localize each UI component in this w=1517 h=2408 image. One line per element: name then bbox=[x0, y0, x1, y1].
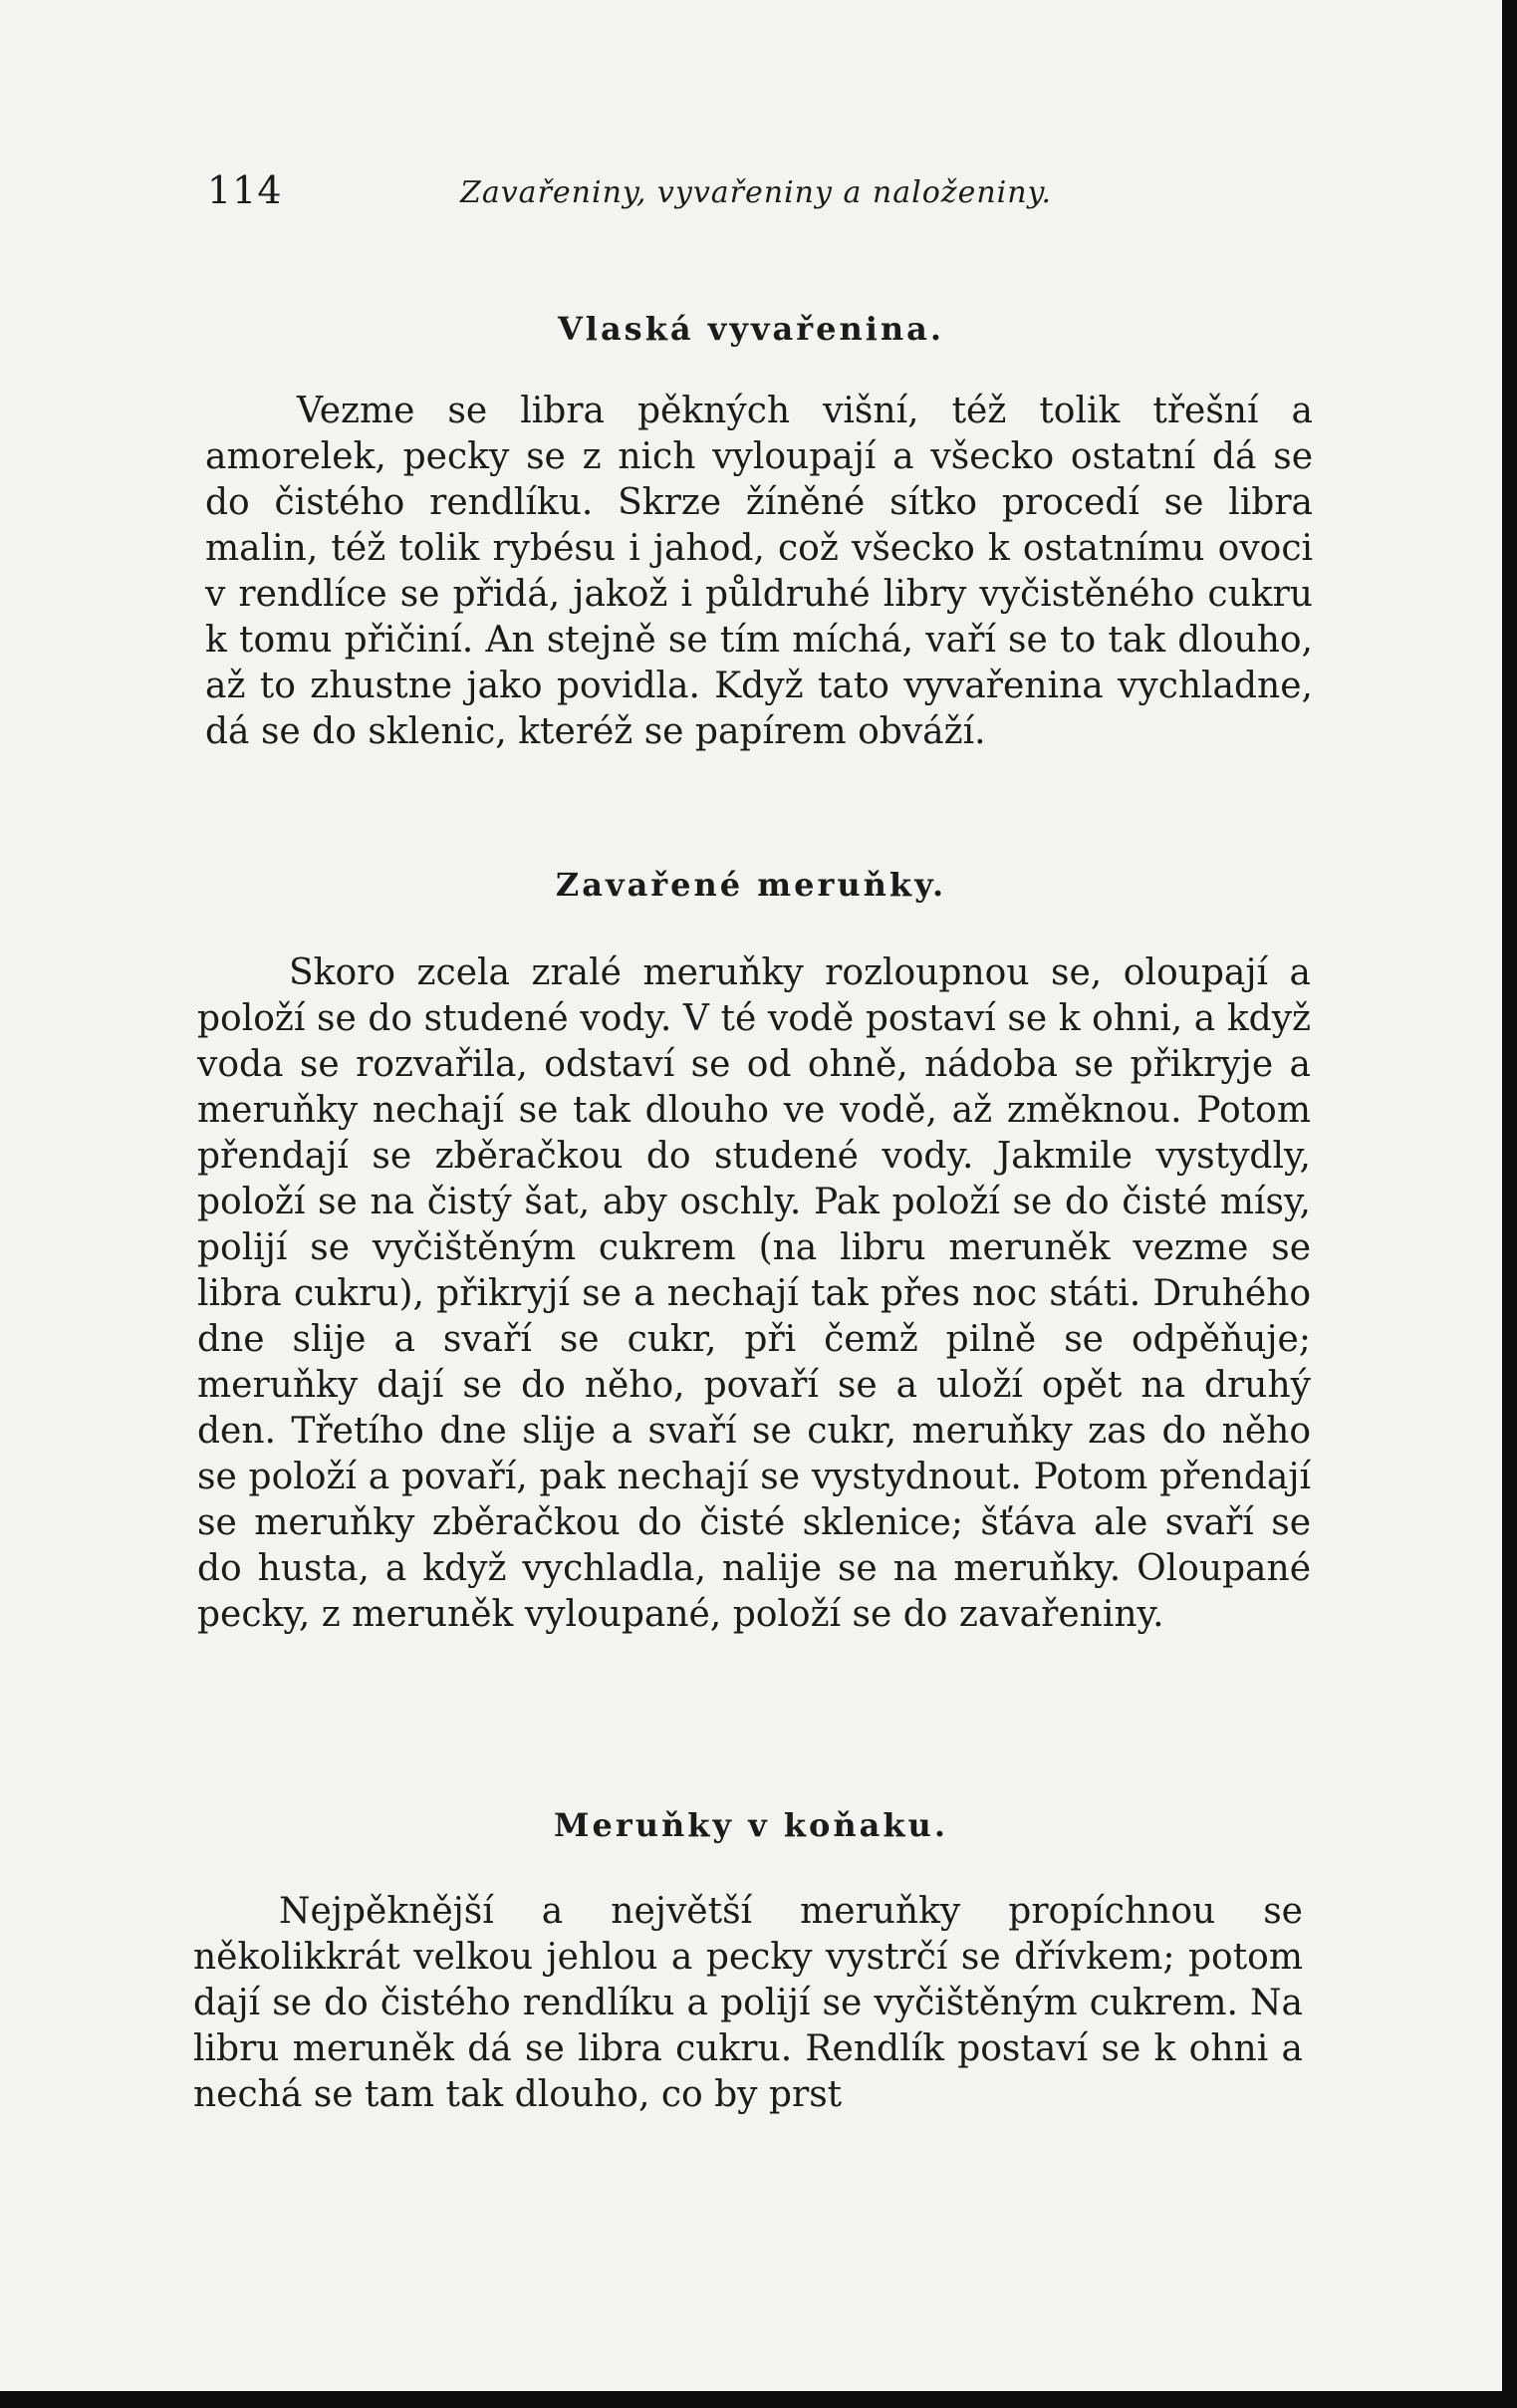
scan-right-border bbox=[1502, 0, 1517, 2408]
section-title-vlaska-vyvarenina: Vlaská vyvařenina. bbox=[557, 310, 945, 348]
section-title-zavarene-merunky: Zavařené meruňky. bbox=[555, 866, 947, 904]
page-number: 114 bbox=[207, 168, 283, 212]
scan-top-margin bbox=[0, 0, 1517, 10]
section-body-vlaska-vyvarenina: Vezme se libra pěkných višní, též tolik třešní a amorelek, pecky se z nich vyloupají a všecko ostatní dá se do čistého rendlíku. Skrze žíněné sítko procedí se libra malin, též tolik rybésu i jahod, což všecko k ostatnímu ovoci v rendlíce se přidá, jakož i půldruhé libry vyčistěného cukru k tomu přičiní. An stejně se tím míchá, vaří se to tak dlouho, až to zhustne jako povidla. Když tato vyvařenina vychladne, dá se do sklenic, kteréž se papírem obváží. bbox=[205, 391, 1313, 752]
section-body-zavarene-merunky: Skoro zcela zralé meruňky rozloupnou se, oloupají a položí se do studené vody. V té vodě postaví se k ohni, a když voda se rozvařila, odstaví se od ohně, nádoba se přikryje a meruňky nechají se tak dlouho ve vodě, až změknou. Potom přendají se zběračkou do studené vody. Jakmile vystydly, položí se na čistý šat, aby oschly. Pak položí se do čisté mísy, polijí se vyčištěným cukrem (na libru meruněk vezme se libra cukru), přikryjí se a nechají tak přes noc státi. Druhého dne slije a svaří se cukr, při čemž pilně se odpěňuje; meruňky dají se do něho, povaří se a uloží opět na druhý den. Třetího dne slije a svaří se cukr, meruňky zas do něho se položí a povaří, pak nechají se vystydnout. Potom přendají se meruňky zběračkou do čisté sklenice; šťáva ale svaří se do husta, a když vychladla, nalije se na meruňky. Oloupané pecky, z meruněk vyloupané, položí se do zavařeniny. bbox=[197, 952, 1311, 1635]
section-title-merunky-v-konaku: Meruňky v koňaku. bbox=[554, 1806, 948, 1844]
section-body-merunky-v-konaku: Nejpěknější a největší meruňky propíchnou se několikkrát velkou jehlou a pecky vystrčí se dřívkem; potom dají se do čistého rendlíku a polijí se vyčištěným cukrem. Na libru meruněk dá se libra cukru. Rendlík postaví se k ohni a nechá se tam tak dlouho, co by prst bbox=[193, 1891, 1303, 2115]
scan-bottom-border bbox=[0, 2391, 1517, 2408]
running-head: Zavařeniny, vyvařeniny a naloženiny. bbox=[460, 175, 1053, 210]
